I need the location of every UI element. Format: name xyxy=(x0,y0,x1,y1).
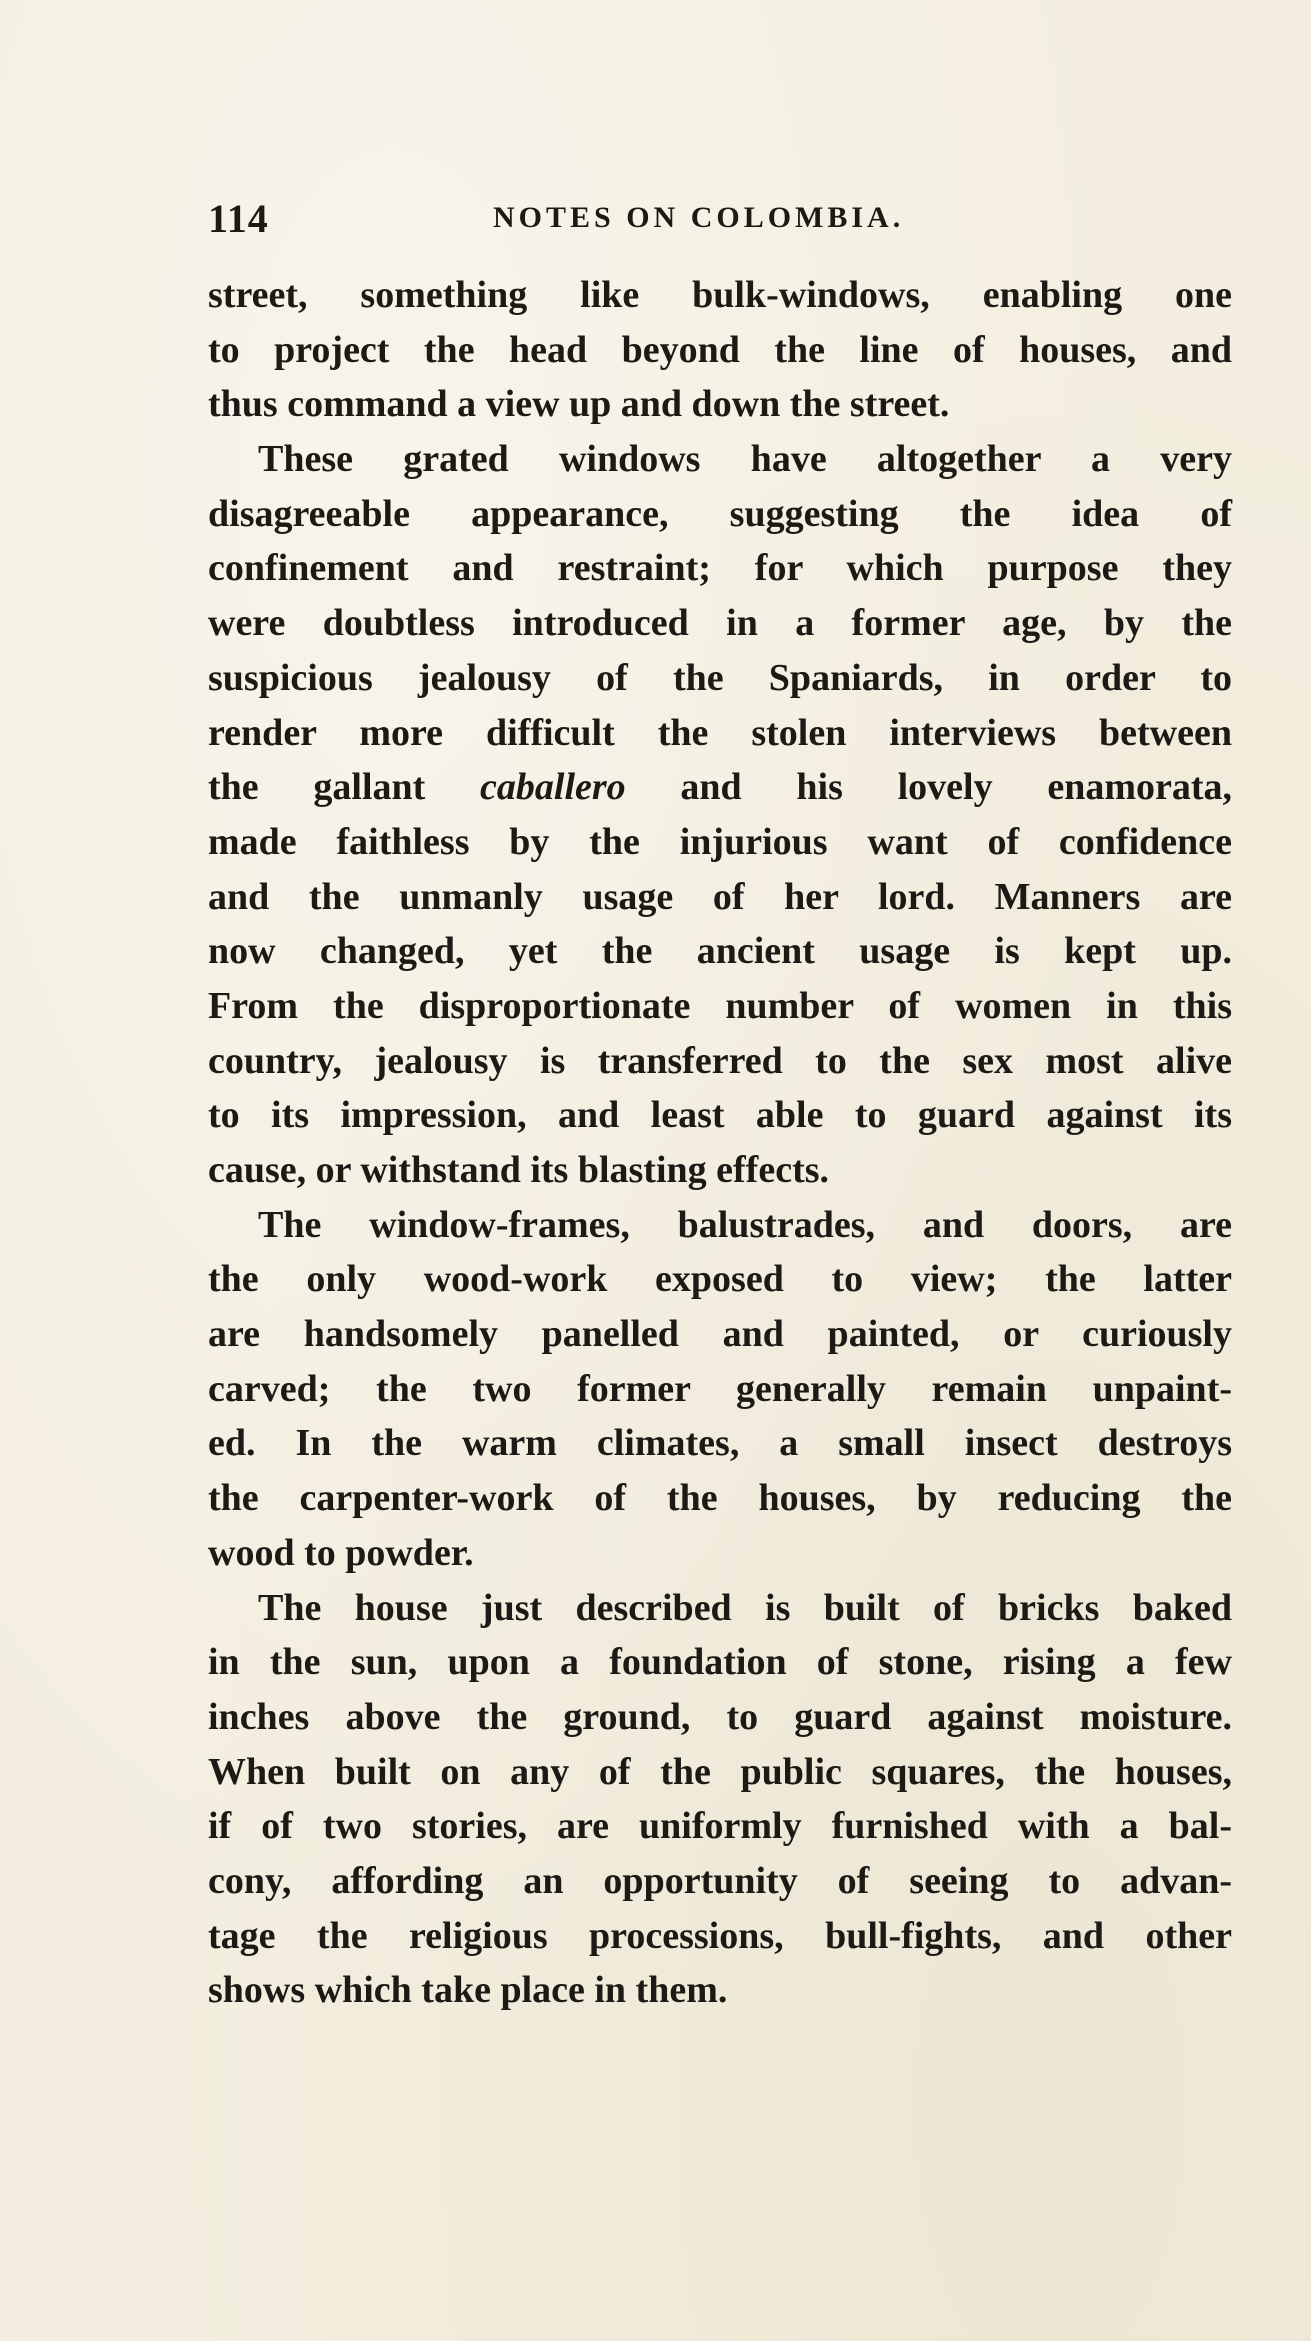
text-line: disagreeable appearance, suggesting the idea of xyxy=(208,492,1232,535)
text-line: shows which take place in them. xyxy=(208,1969,728,2012)
text-line: are handsomely panelled and painted, or curiously xyxy=(208,1313,1232,1356)
text-line: to its impression, and least able to guard against its xyxy=(208,1094,1232,1137)
italic-word: caballero xyxy=(480,766,626,809)
text-line: were doubtless introduced in a former age, by the xyxy=(208,602,1232,645)
text-line: cony, affording an opportunity of seeing to advan- xyxy=(208,1859,1232,1902)
text-line xyxy=(208,760,1232,815)
text-line: cause, or withstand its blasting effects. xyxy=(208,1149,830,1191)
text-line: carved; the two former generally remain unpaint- xyxy=(208,1367,1232,1410)
text-line: the carpenter-work of the houses, by reducing the xyxy=(208,1477,1232,1520)
text-line: country, jealousy is transferred to the sex most alive xyxy=(208,1039,1232,1082)
running-head: NOTES ON COLOMBIA. xyxy=(493,201,905,234)
text-line: the only wood-work exposed to view; the latter xyxy=(208,1258,1232,1301)
text-line: The window-frames, balustrades, and doors, are xyxy=(258,1203,1232,1246)
text-line: tage the religious processions, bull-fights, and other xyxy=(208,1914,1232,1957)
text-line: if of two stories, are uniformly furnished with a bal- xyxy=(208,1805,1232,1848)
text-line: made faithless by the injurious want of confidence xyxy=(208,820,1232,863)
text-line: to project the head beyond the line of houses, and xyxy=(208,328,1232,371)
text-line: in the sun, upon a foundation of stone, rising a few xyxy=(208,1641,1232,1684)
text-segment: and his lovely enamorata, xyxy=(625,766,1233,809)
text-line: render more difficult the stolen interviews between xyxy=(208,711,1232,754)
text-line: The house just described is built of bricks baked xyxy=(258,1586,1232,1629)
text-line: wood to powder. xyxy=(208,1531,474,1574)
text-line: These grated windows have altogether a very xyxy=(258,438,1232,481)
text-line: now changed, yet the ancient usage is kept up. xyxy=(208,930,1232,973)
page-number: 114 xyxy=(208,196,269,241)
text-line: confinement and restraint; for which purpose they xyxy=(208,547,1232,590)
text-line: suspicious jealousy of the Spaniards, in order to xyxy=(208,656,1232,699)
text-line: and the unmanly usage of her lord. Manners are xyxy=(208,875,1232,918)
text-line: thus command a view up and down the street. xyxy=(208,383,950,426)
body-text xyxy=(208,268,1232,2018)
text-line: When built on any of the public squares, the houses, xyxy=(208,1750,1232,1793)
text-line: inches above the ground, to guard against moisture. xyxy=(208,1695,1232,1738)
text-line: street, something like bulk-windows, enabling one xyxy=(208,274,1232,316)
text-line: From the disproportionate number of women in this xyxy=(208,984,1232,1027)
text-segment: the gallant xyxy=(208,766,481,809)
page-header xyxy=(208,195,1228,245)
text-line: ed. In the warm climates, a small insect destroys xyxy=(208,1422,1232,1465)
